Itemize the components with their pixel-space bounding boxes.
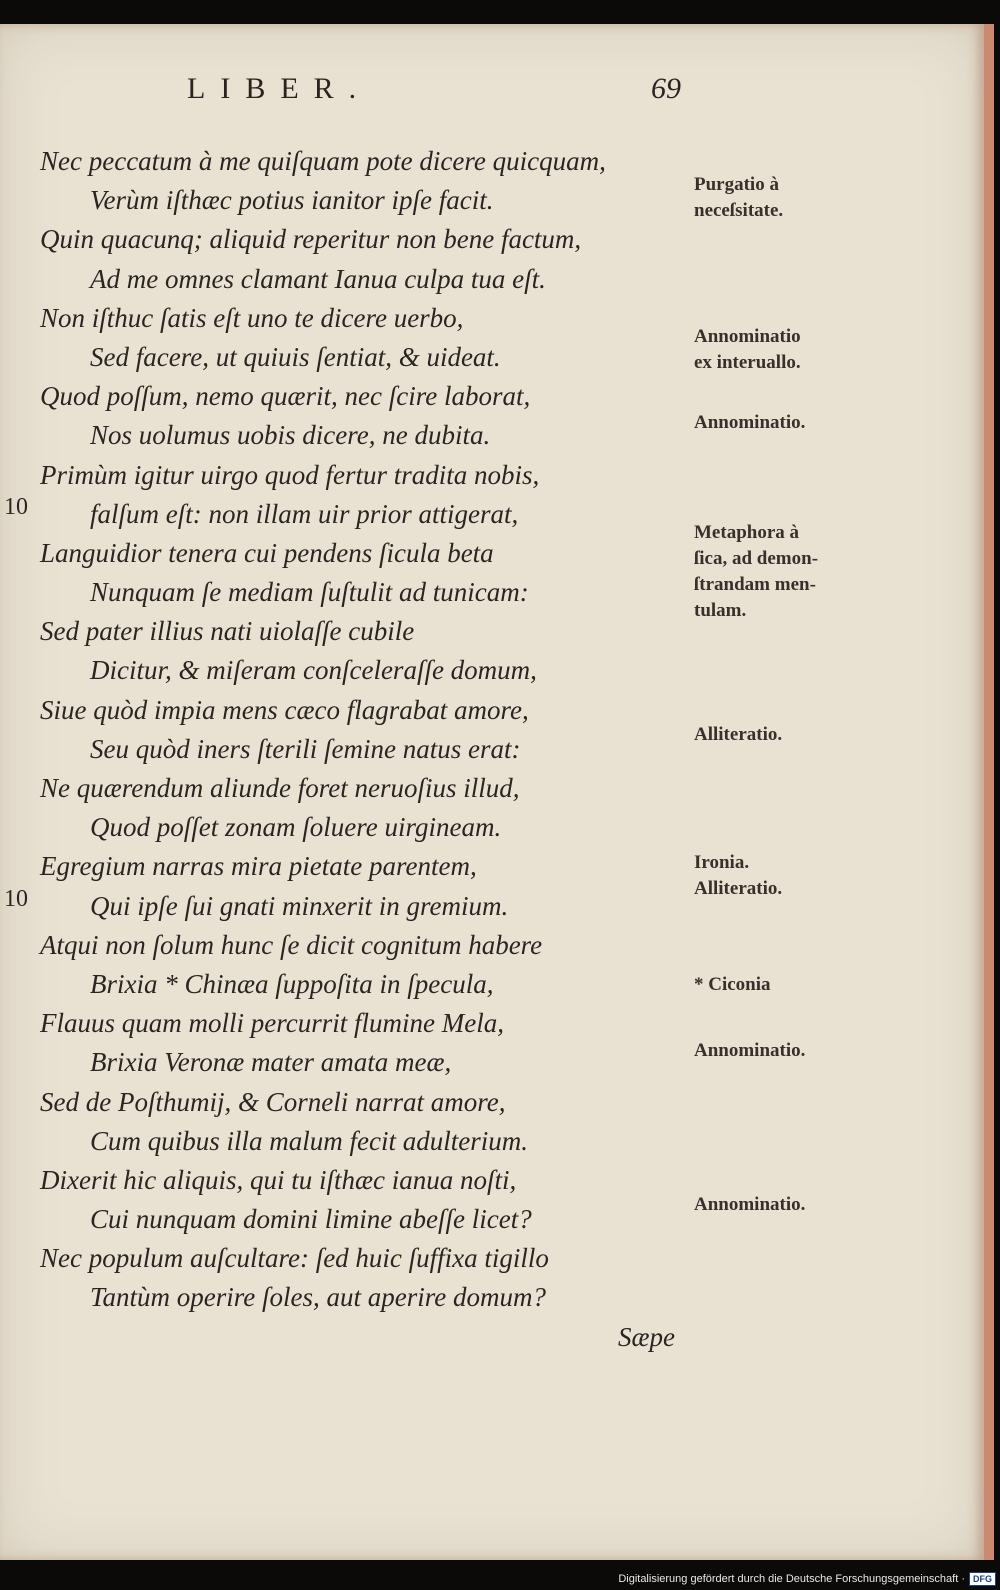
marginal-note: * Ciconia: [694, 974, 771, 995]
marginal-note: Annominatio.: [694, 412, 806, 433]
verse-line: Atqui non ſolum hunc ſe dicit cognitum habere: [40, 929, 543, 960]
digitization-credit: [618, 1572, 996, 1586]
credit-text: Digitalisierung gefördert durch die Deutsche Forschungsgemeinschaft ·: [618, 1573, 965, 1585]
verse-line: falſum eſt: non illam uir prior attigerat,: [90, 498, 519, 529]
catchword: Sæpe: [618, 1322, 675, 1352]
verse-line: Primùm igitur uirgo quod fertur tradita nobis,: [40, 459, 540, 490]
verse-line: Quin quacunq; aliquid reperitur non bene factum,: [40, 224, 582, 255]
verse-line: Sed facere, ut quiuis ſentiat, & uideat.: [90, 341, 501, 372]
marginal-note: Purgatio à neceſsitate.: [694, 174, 784, 221]
verse-line: Dixerit hic aliquis, qui tu iſthæc ianua noſti,: [40, 1164, 517, 1195]
verse-line: Flauus quam molli percurrit flumine Mela,: [40, 1008, 504, 1039]
verse-line: Nos uolumus uobis dicere, ne dubita.: [90, 420, 491, 451]
running-title: LIBER.: [187, 72, 372, 105]
page-number: 69: [651, 72, 681, 105]
book-page: [0, 24, 994, 1560]
line-number: 10: [4, 494, 28, 520]
verse-line: Tantùm operire ſoles, aut aperire domum?: [90, 1282, 546, 1313]
verse-line: Brixia Veronæ mater amata meæ,: [90, 1047, 452, 1078]
verse-line: Brixia * Chinæa ſuppoſita in ſpecula,: [90, 968, 494, 999]
verse-line: Quod poſſet zonam ſoluere uirgineam.: [90, 812, 502, 843]
line-number: 10: [4, 886, 28, 912]
verse-line: Sed pater illius nati uiolaſſe cubile: [40, 616, 415, 647]
verse-line: Qui ipſe ſui gnati minxerit in gremium.: [90, 890, 509, 921]
verse-line: Seu quòd iners ſterili ſemine natus erat:: [90, 733, 521, 764]
marginal-note: Annominatio.: [694, 1040, 806, 1061]
verse-line: Quod poſſum, nemo quærit, nec ſcire laborat,: [40, 381, 531, 412]
verse-line: Ad me omnes clamant Ianua culpa tua eſt.: [90, 263, 546, 294]
verse-line: Dicitur, & miſeram conſceleraſſe domum,: [90, 655, 537, 686]
verse-line: Nec populum auſcultare: ſed huic ſuffixa tigillo: [40, 1243, 549, 1274]
verse-line: Siue quòd impia mens cæco flagrabat amore,: [40, 694, 529, 725]
verse-line: Languidior tenera cui pendens ſicula beta: [40, 537, 494, 568]
marginal-note: Metaphora à ſica, ad demon- ſtrandam men- tulam.: [694, 522, 819, 621]
marginal-note: Alliteratio.: [694, 724, 783, 745]
verse-line: Verùm iſthæc potius ianitor ipſe facit.: [90, 185, 494, 216]
verse-line: Nunquam ſe mediam ſuſtulit ad tunicam:: [90, 577, 529, 608]
marginal-note: Ironia. Alliteratio.: [694, 852, 783, 899]
verse-line: Sed de Poſthumij, & Corneli narrat amore,: [40, 1086, 506, 1117]
marginal-note: Annominatio.: [694, 1194, 806, 1215]
verse-block: [40, 142, 680, 1318]
verse-line: Cui nunquam domini limine abeſſe licet?: [90, 1204, 532, 1235]
verse-line: Egregium narras mira pietate parentem,: [40, 851, 477, 882]
verse-line: Ne quærendum aliunde foret neruoſius illud,: [40, 773, 520, 803]
verse-line: Cum quibus illa malum fecit adulterium.: [90, 1125, 528, 1156]
dfg-logo-icon: DFG: [969, 1572, 996, 1586]
marginal-note: Annominatio ex interuallo.: [694, 326, 801, 373]
verse-line: Non iſthuc ſatis eſt uno te dicere uerbo,: [40, 302, 464, 333]
verse-line: Nec peccatum à me quiſquam pote dicere quicquam,: [40, 146, 606, 176]
